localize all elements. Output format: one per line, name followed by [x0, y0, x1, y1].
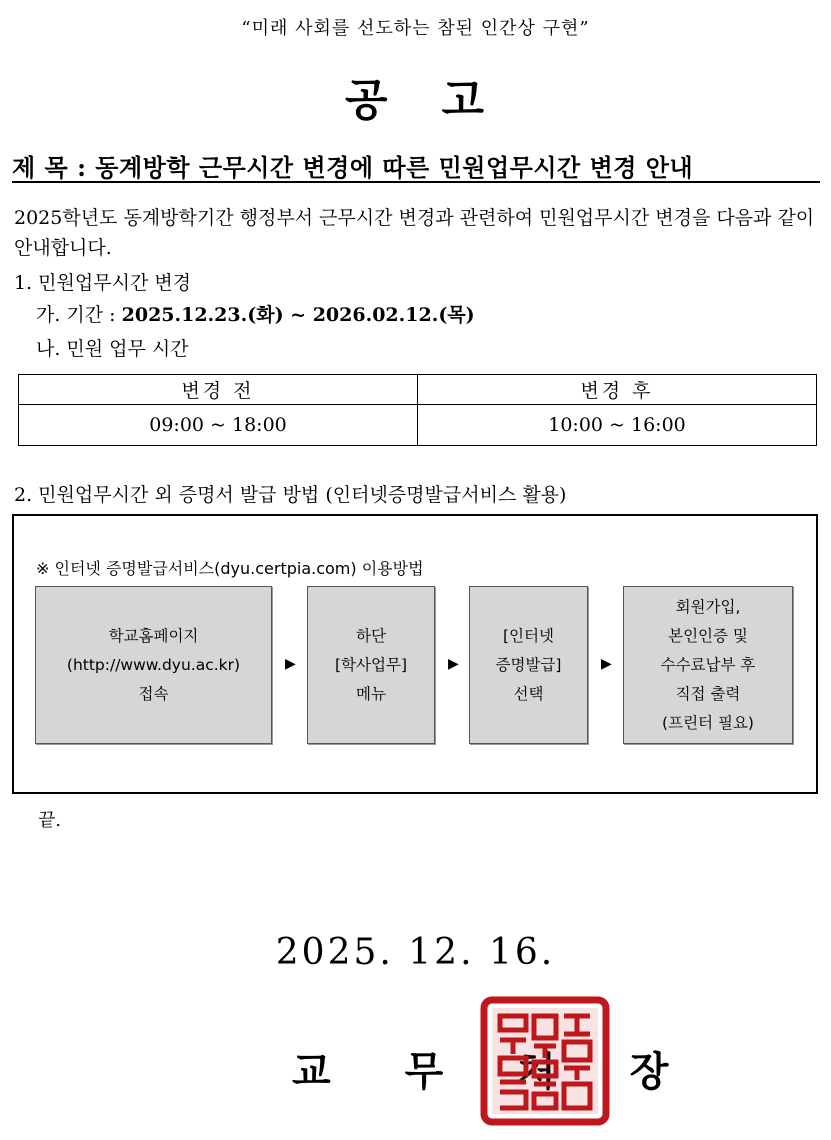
period-label: 가. 기간 :: [36, 304, 122, 326]
step-line: 본인인증 및: [668, 626, 748, 645]
arrow-right-icon: ▶: [285, 656, 296, 672]
step-line: 증명발급]: [495, 655, 562, 674]
arrow-right-icon: ▶: [601, 656, 612, 672]
step-line: 학교홈페이지: [108, 626, 199, 645]
step-menu: [307, 586, 435, 744]
step-line: 선택: [513, 684, 544, 703]
step-line: [인터넷: [503, 626, 554, 645]
step-select: [469, 586, 588, 744]
signature: 교 무 처 장: [292, 1048, 699, 1095]
after-value: 10:00 ~ 16:00: [418, 405, 817, 446]
hours-table: [18, 374, 817, 446]
step-line: 직접 출력: [675, 684, 741, 703]
step-line: 접속: [138, 684, 169, 703]
before-header: 변경 전: [19, 375, 418, 405]
page-title: 공 고: [345, 75, 486, 126]
motto: “미래 사회를 선도하는 참된 인간상 구현”: [241, 18, 590, 39]
step-print: [623, 586, 793, 744]
subject-divider: [12, 181, 820, 183]
official-seal-icon: [480, 996, 610, 1126]
intro-paragraph: 2025학년도 동계방학기간 행정부서 근무시간 변경과 관련하여 민원업무시간 변경을 다음과 같이 안내합니다.: [14, 207, 815, 259]
arrow-right-icon: ▶: [448, 656, 459, 672]
step-line: (프린터 필요): [662, 713, 754, 732]
section1-heading: 1. 민원업무시간 변경: [14, 272, 192, 294]
step-homepage: [35, 586, 272, 744]
step-line: 하단: [356, 626, 386, 645]
step-line: [학사업무]: [335, 655, 407, 674]
period-line: [36, 300, 475, 327]
guide-title: ※ 인터넷 증명발급서비스(dyu.certpia.com) 이용방법: [36, 559, 424, 578]
step-line: 회원가입,: [675, 597, 741, 616]
notice-date: 2025. 12. 16.: [275, 932, 556, 973]
step-line: (http://www.dyu.ac.kr): [66, 655, 241, 674]
step-line: 수수료납부 후: [660, 655, 756, 674]
before-value: 09:00 ~ 18:00: [19, 405, 418, 446]
period-value: 2025.12.23.(화) ~ 2026.02.12.(목): [121, 304, 475, 326]
step-line: 메뉴: [356, 684, 386, 703]
hours-label: 나. 민원 업무 시간: [36, 338, 189, 360]
notice-subject: 제 목 : 동계방학 근무시간 변경에 따른 민원업무시간 변경 안내: [12, 153, 694, 182]
after-header: 변경 후: [418, 375, 817, 405]
closing-mark: 끝.: [38, 810, 62, 831]
section2-heading: 2. 민원업무시간 외 증명서 발급 방법 (인터넷증명발급서비스 활용): [14, 484, 567, 506]
